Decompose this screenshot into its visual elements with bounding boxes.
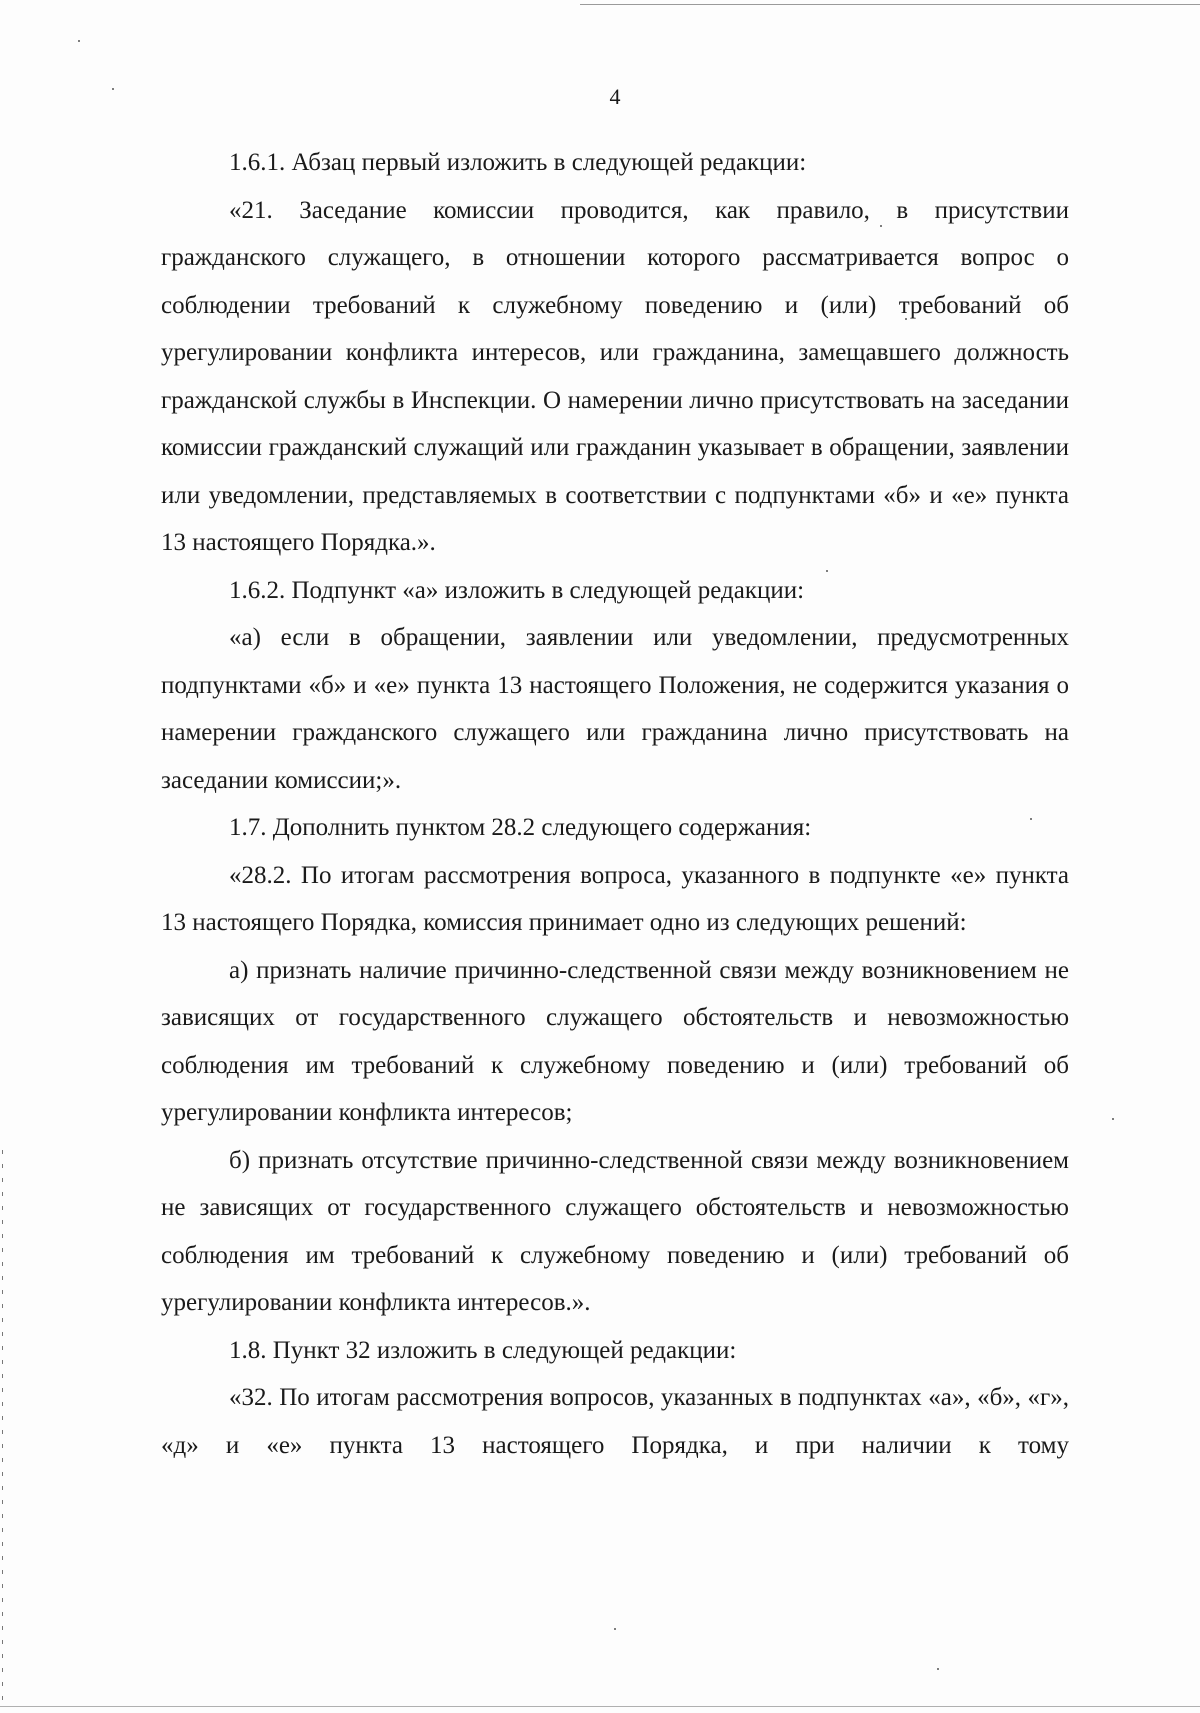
paragraph-32: «32. По итогам рассмотрения вопросов, указанных в подпунктах «а», «б», «г», «д» и «е» пункта 13 настоящего Порядка, и при наличии к тому [161,1384,1069,1459]
scan-speck [614,1628,616,1630]
scan-artifact-line [2,1150,3,1700]
paragraph-decision-a: а) признать наличие причинно-следственной связи между возникновением не зависящих от государственного служащего обстоятельств и невозможностью соблюдения им требований к служебному поведению и (или) требований об урегулировании конфликта интересов; [161,956,1069,1126]
paragraph-1-6-1: 1.6.1. Абзац первый изложить в следующей редакции: [229,149,807,176]
paragraph-1-8: 1.8. Пункт 32 изложить в следующей редакции: [229,1336,737,1364]
scan-speck [937,1668,939,1670]
paragraph-subpoint-a: «а) если в обращении, заявлении или уведомлении, предусмотренных подпунктами «б» и «е» пункта 13 настоящего Положения, не содержится указания о намерении гражданского служащего или гражданина лично присутствовать на заседании комиссии;». [161,624,1069,794]
page-number: 4 [609,84,621,109]
paragraph-decision-b: б) признать отсутствие причинно-следственной связи между возникновением не зависящих от государственного служащего обстоятельств и невозможностью соблюдения им требований к служебному поведению и (или) требований об урегулировании конфликта интересов.». [161,1146,1069,1316]
paragraph-1-6-2: 1.6.2. Подпункт «а» изложить в следующей редакции: [229,576,805,604]
paragraph-1-7: 1.7. Дополнить пунктом 28.2 следующего содержания: [229,814,812,841]
scan-speck [78,40,80,42]
scan-speck [1112,1118,1114,1120]
paragraph-28-2: «28.2. По итогам рассмотрения вопроса, указанного в подпункте «е» пункта 13 настоящего Порядка, комиссия принимает одно из следующих решений: [161,861,1069,936]
scan-artifact-line [0,1706,1200,1707]
paragraph-21: «21. Заседание комиссии проводится, как правило, в присутствии гражданского служащего, в отношении которого рассматривается вопрос о соблюдении требований к служебному поведению и (или) требований об урегулировании конфликта интересов, или гражданина, замещавшего должность гражданской службы в Инспекции. О намерении лично присутствовать на заседании комиссии гражданский служащий или гражданин указывает в обращении, заявлении или уведомлении, представляемых в соответствии с подпунктами «б» и «е» пункта 13 настоящего Порядка.». [161,196,1069,556]
document-body [161,139,1069,1469]
scan-artifact-line [580,4,1200,5]
